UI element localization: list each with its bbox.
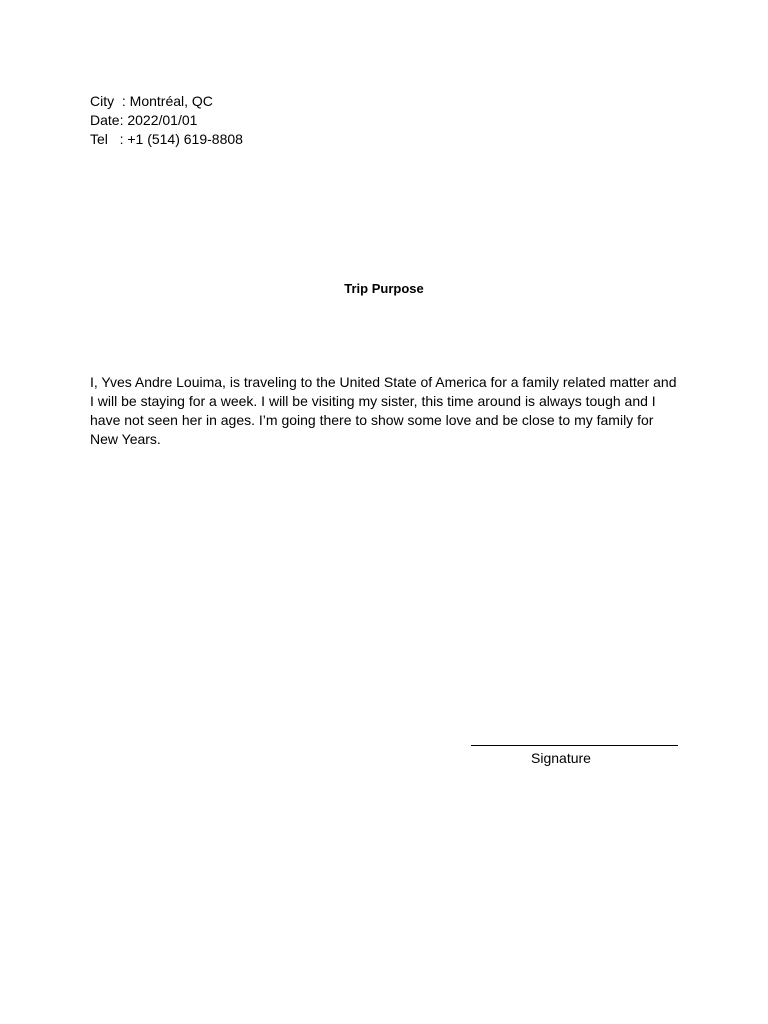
letter-body: I, Yves Andre Louima, is traveling to the United State of America for a family related matter and I will be staying for a week. I will be visiting my sister, this time around is always tough and I have not seen her in ages. I’m going there to show some love and be close to my family for New Years. — [90, 374, 677, 447]
contact-header — [90, 92, 243, 149]
signature-label: Signature — [531, 750, 591, 766]
document-title: Trip Purpose — [344, 281, 424, 296]
signature-line — [471, 745, 678, 746]
tel-line: Tel : +1 (514) 619-8808 — [90, 131, 243, 147]
date-line: Date: 2022/01/01 — [90, 112, 198, 128]
city-line: City : Montréal, QC — [90, 93, 213, 109]
